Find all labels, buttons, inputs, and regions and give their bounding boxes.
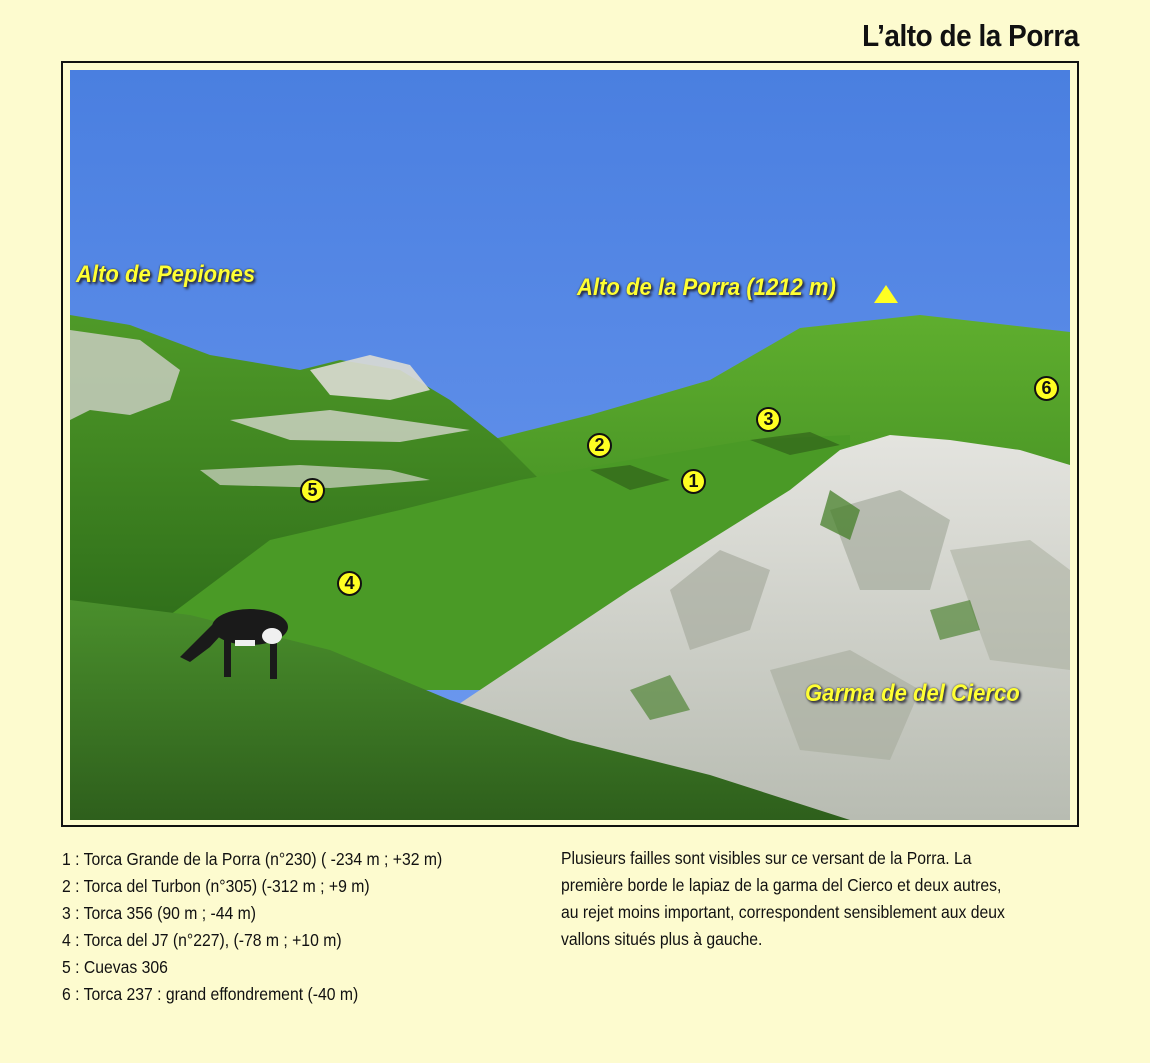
- marker-1: 1: [681, 469, 706, 494]
- label-garma-del-cierco: Garma de del Cierco: [805, 680, 1020, 707]
- legend-item: 1 : Torca Grande de la Porra (n°230) ( -234 m ; +32 m): [62, 849, 443, 869]
- marker-6: 6: [1034, 376, 1059, 401]
- marker-5: 5: [300, 478, 325, 503]
- description-line: Plusieurs failles sont visibles sur ce versant de la Porra. La: [561, 848, 972, 868]
- description-paragraph: [561, 845, 1065, 953]
- legend-item: 3 : Torca 356 (90 m ; -44 m): [62, 903, 257, 923]
- legend-item: 4 : Torca del J7 (n°227), (-78 m ; +10 m): [62, 930, 342, 950]
- legend-item: 6 : Torca 237 : grand effondrement (-40 m): [62, 984, 359, 1004]
- marker-3: 3: [756, 407, 781, 432]
- marker-2: 2: [587, 433, 612, 458]
- description-line: première borde le lapiaz de la garma del Cierco et deux autres,: [561, 875, 1002, 895]
- summit-triangle-icon: [874, 285, 898, 303]
- description-line: au rejet moins important, correspondent sensiblement aux deux: [561, 902, 1005, 922]
- description-line: vallons situés plus à gauche.: [561, 929, 763, 949]
- label-alto-de-pepiones: Alto de Pepiones: [76, 261, 256, 288]
- cave-legend: [62, 846, 442, 1008]
- page-title: L’alto de la Porra: [862, 18, 1079, 53]
- label-alto-de-la-porra: Alto de la Porra (1212 m): [577, 274, 836, 301]
- legend-item: 2 : Torca del Turbon (n°305) (-312 m ; +9 m): [62, 876, 370, 896]
- legend-item: 5 : Cuevas 306: [62, 957, 168, 977]
- marker-4: 4: [337, 571, 362, 596]
